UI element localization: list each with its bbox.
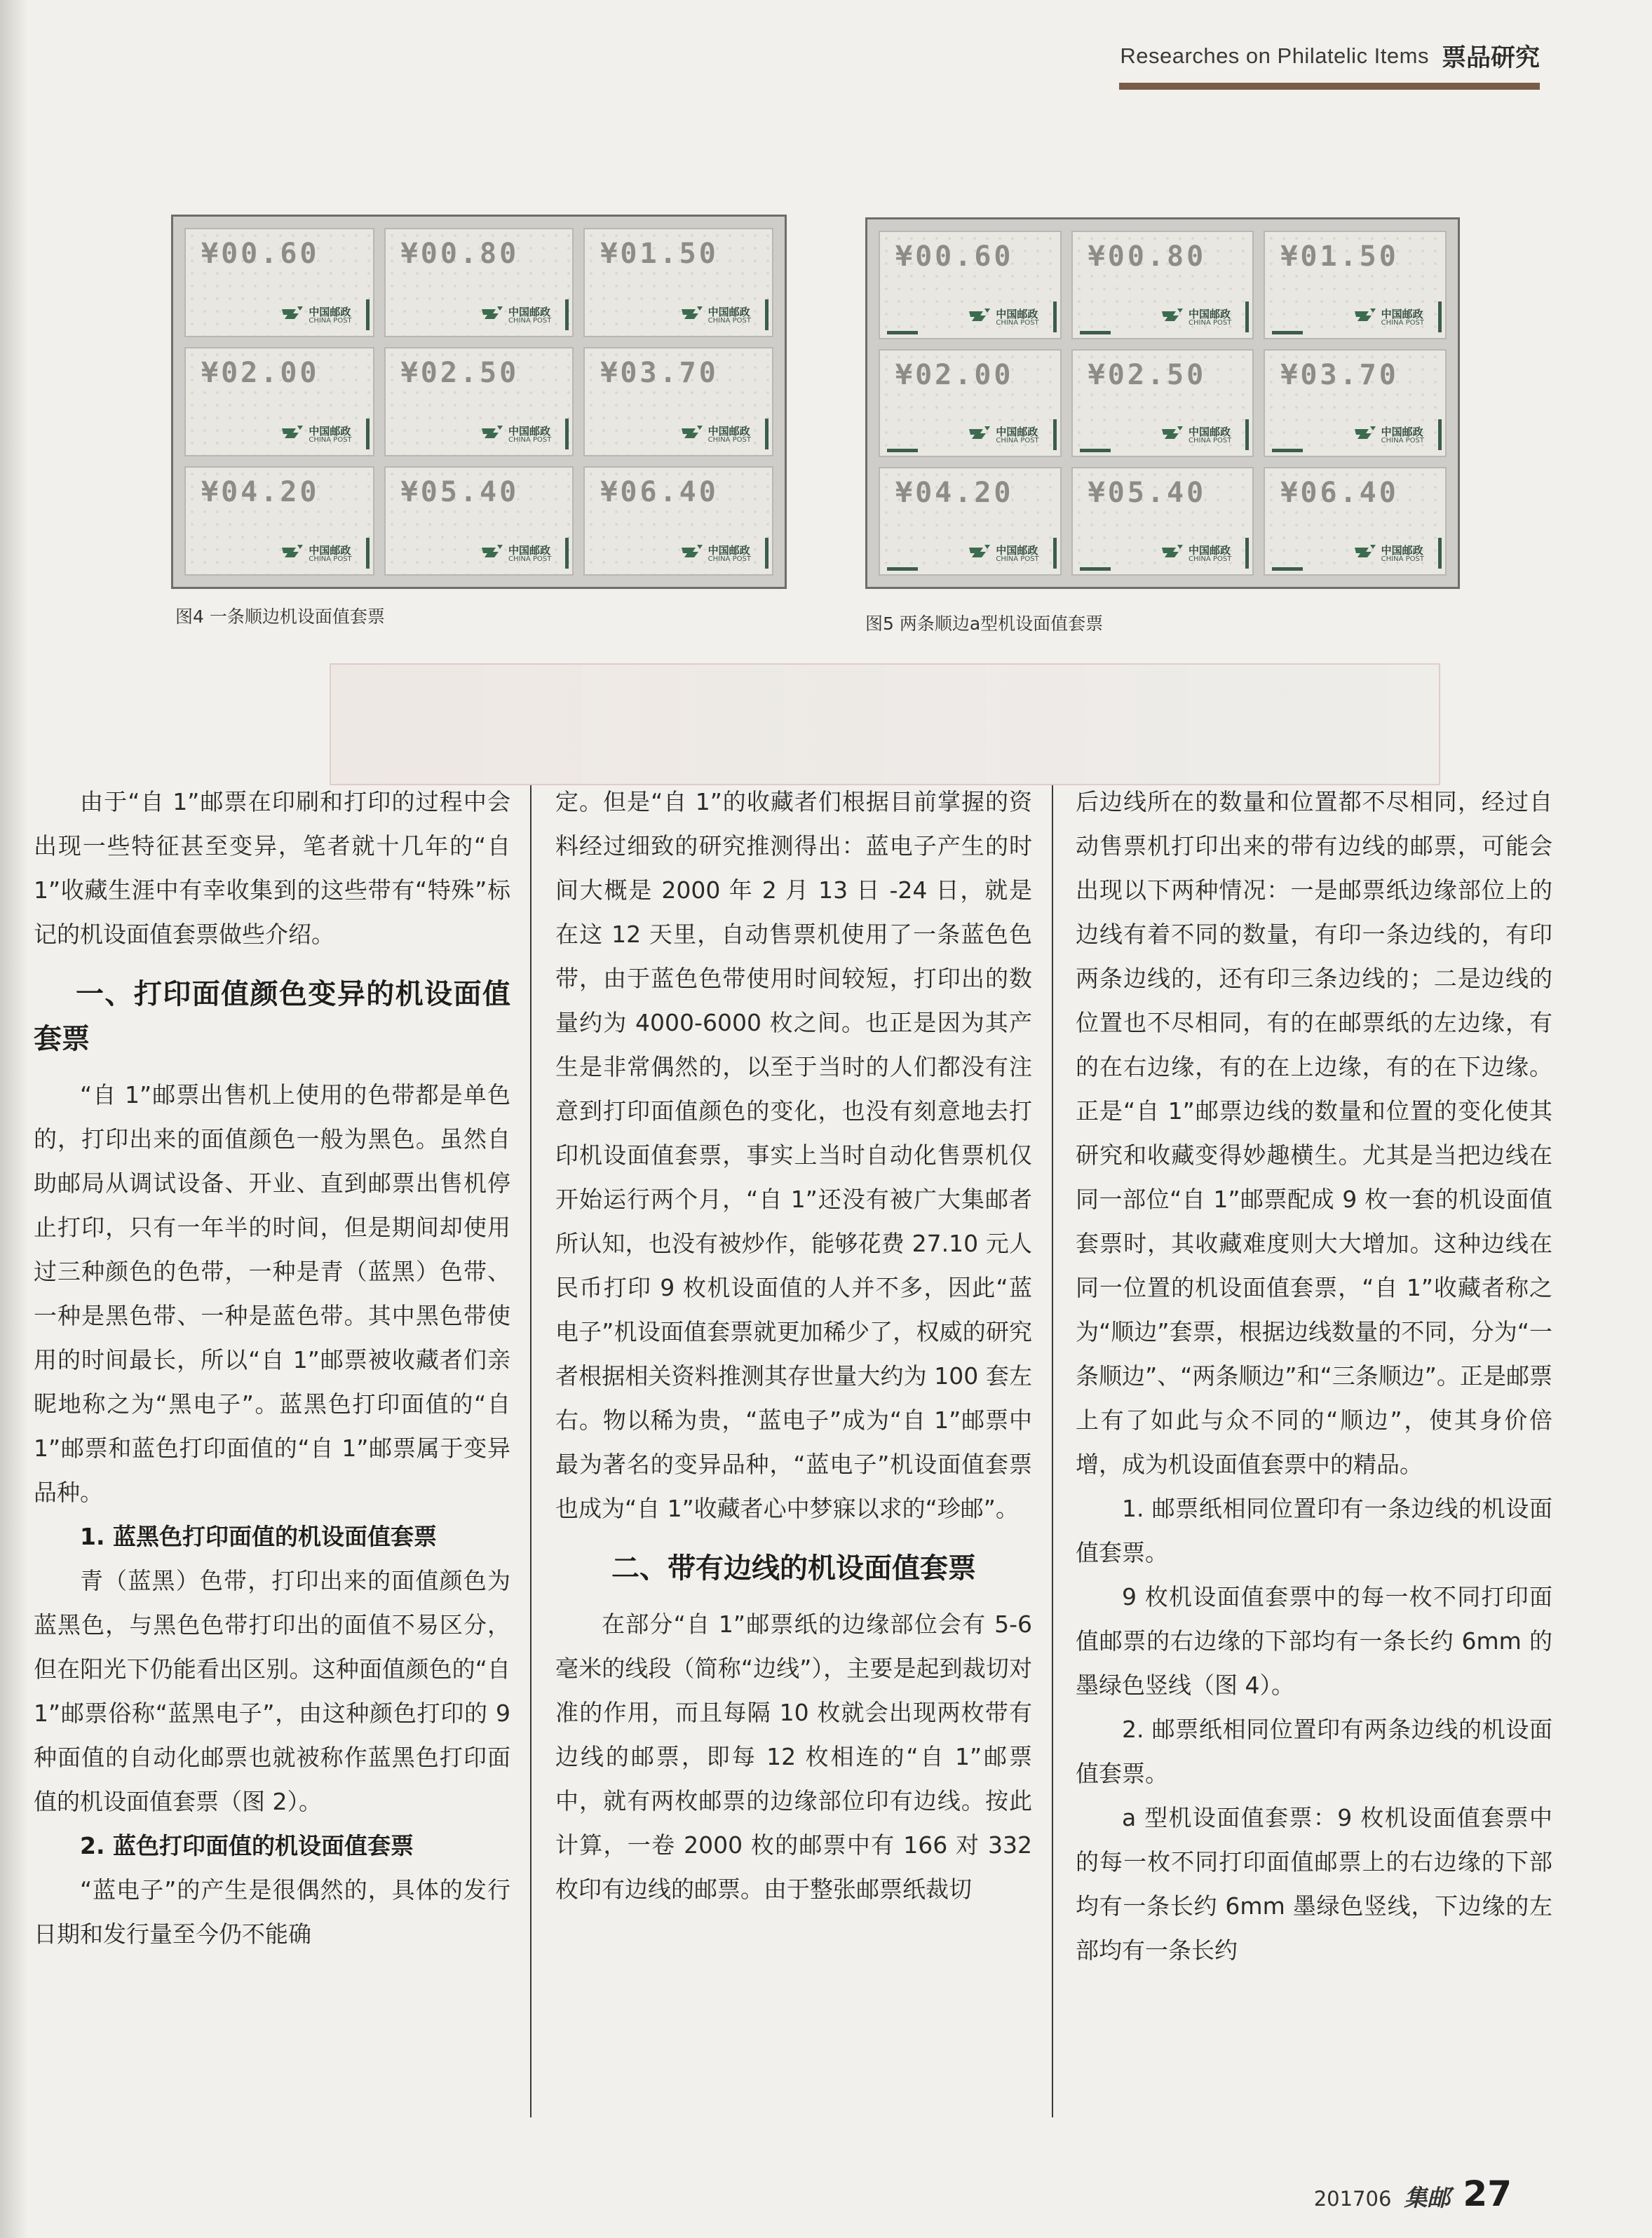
- china-post-logo: [968, 306, 1038, 327]
- stamp-value: ¥06.40: [600, 476, 719, 508]
- china-post-logo: [280, 304, 351, 325]
- china-post-emblem-icon: [1353, 542, 1377, 563]
- edge-line-mark: [1245, 538, 1249, 569]
- china-post-emblem-icon: [1160, 306, 1184, 327]
- stamp-value: ¥00.80: [1088, 240, 1207, 273]
- figure-4-caption: 图4 一条顺边机设面值套票: [175, 606, 385, 627]
- edge-line-mark: [765, 538, 769, 569]
- stamp-value: ¥05.40: [1088, 477, 1207, 510]
- stamp-value: ¥02.50: [400, 357, 520, 389]
- paragraph: 定。但是“自 1”的收藏者们根据目前掌握的资料经过细致的研究推测得出：蓝电子产生的时间大概是 2000 年 2 月 13 日 -24 日，就是在这 12 天里，自动售票机使用了一条蓝色色带，由于蓝色色带使用时间较短，打印出的数量约为 4000-6000 枚之间。也正是因为其产生是非常偶然的，以至于当时的人们都没有注意到打印面值颜色的变化，也没有刻意地去打印机设面值套票，事实上当时自动化售票机仅开始运行两个月，“自 1”还没有被广大集邮者所认知，也没有被炒作，能够花费 27.10 元人民币打印 9 枚机设面值的人并不多，因此“蓝电子”机设面值套票就更加稀少了，权威的研究者根据相关资料推测其存世量大约为 100 套左右。物以稀为贵，“蓝电子”成为“自 1”邮票中最为著名的变异品种，“蓝电子”机设面值套票也成为“自 1”收藏者心中梦寐以求的“珍邮”。: [555, 788, 1032, 1522]
- edge-line-mark: [366, 299, 370, 330]
- stamp: [583, 347, 773, 456]
- edge-line-mark: [1245, 419, 1249, 450]
- logo-cn-text: 中国邮政: [707, 425, 750, 438]
- header-chinese-title: 票品研究: [1441, 44, 1540, 72]
- stamp-value: ¥00.60: [895, 240, 1014, 273]
- stamp-value: ¥01.50: [600, 238, 719, 270]
- logo-cn-text: 中国邮政: [996, 544, 1038, 557]
- china-post-emblem-icon: [280, 423, 304, 444]
- stamp-value: ¥02.50: [1088, 358, 1207, 391]
- edge-line-mark: [1438, 301, 1442, 332]
- logo-en-text: CHINA POST: [996, 437, 1039, 445]
- edge-line-mark-bottom: [1080, 567, 1111, 571]
- stamp: [879, 349, 1062, 458]
- logo-en-text: CHINA POST: [707, 436, 751, 444]
- china-post-logo: [1353, 542, 1424, 563]
- running-header: [1120, 28, 1540, 84]
- edge-line-mark: [565, 299, 569, 330]
- logo-cn-text: 中国邮政: [508, 425, 551, 438]
- edge-line-mark: [1245, 301, 1249, 332]
- edge-line-mark-bottom: [1272, 449, 1303, 452]
- stamp: [879, 467, 1062, 576]
- logo-cn-text: 中国邮政: [1381, 426, 1423, 439]
- china-post-emblem-icon: [680, 304, 704, 325]
- stamp-value: ¥01.50: [1280, 240, 1399, 273]
- china-post-logo: [1353, 306, 1424, 327]
- page-number: 27: [1463, 2173, 1512, 2214]
- logo-cn-text: 中国邮政: [1189, 307, 1231, 320]
- edge-line-mark: [765, 299, 769, 330]
- logo-cn-text: 中国邮政: [707, 544, 750, 557]
- logo-en-text: CHINA POST: [508, 317, 552, 325]
- logo-en-text: CHINA POST: [1189, 555, 1232, 563]
- magazine-name: 集邮: [1404, 2184, 1451, 2211]
- logo-cn-text: 中国邮政: [508, 544, 551, 557]
- china-post-logo: [480, 542, 551, 563]
- china-post-emblem-icon: [968, 423, 991, 445]
- paragraph: 后边线所在的数量和位置都不尽相同，经过自动售票机打印出来的带有边线的邮票，可能会出现以下两种情况：一是邮票纸边缘部位上的边线有着不同的数量，有印一条边线的，有印两条边线的，还有印三条边线的；二是边线的位置也不尽相同，有的在邮票纸的左边缘，有的在右边缘，有的在上边缘，有的在下边缘。正是“自 1”邮票边线的数量和位置的变化使其研究和收藏变得妙趣横生。尤其是当把边线在同一部位“自 1”邮票配成 9 枚一套的机设面值套票时，其收藏难度则大大增加。这种边线在同一位置的机设面值套票，“自 1”收藏者称之为“顺边”套票，根据边线数量的不同，分为“一条顺边”、“两条顺边”和“三条顺边”。正是邮票上有了如此与众不同的“顺边”，使其身价倍增，成为机设面值套票中的精品。: [1076, 788, 1552, 1478]
- china-post-emblem-icon: [968, 542, 991, 563]
- edge-line-mark: [1053, 538, 1057, 569]
- stamp-value: ¥03.70: [600, 357, 719, 389]
- edge-line-mark: [1053, 301, 1057, 332]
- logo-en-text: CHINA POST: [508, 436, 552, 444]
- show-through-table-artifact: [330, 663, 1440, 785]
- logo-cn-text: 中国邮政: [309, 425, 351, 438]
- edge-line-mark: [765, 419, 769, 449]
- figure-5-stamp-set: [865, 217, 1460, 589]
- edge-line-mark-bottom: [887, 331, 918, 334]
- column-divider: [530, 785, 532, 2117]
- china-post-emblem-icon: [1160, 423, 1184, 445]
- edge-line-mark-bottom: [1272, 331, 1303, 334]
- stamp-value: ¥00.60: [201, 238, 320, 270]
- stamp: [583, 228, 773, 337]
- china-post-logo: [480, 423, 551, 444]
- logo-en-text: CHINA POST: [1189, 318, 1232, 327]
- paragraph: 由于“自 1”邮票在印刷和打印的过程中会出现一些特征甚至变异，笔者就十几年的“自 1”收藏生涯中有幸收集到的这些带有“特殊”标记的机设面值套票做些介绍。: [34, 788, 510, 948]
- stamp: [384, 347, 574, 456]
- edge-line-mark: [366, 538, 370, 569]
- logo-en-text: CHINA POST: [1381, 555, 1424, 563]
- china-post-logo: [968, 542, 1038, 563]
- page-binding-shadow: [0, 0, 28, 2238]
- stamp-value: ¥05.40: [400, 476, 520, 508]
- stamp-value: ¥00.80: [400, 238, 520, 270]
- stamp: [384, 466, 574, 576]
- logo-cn-text: 中国邮政: [1189, 426, 1231, 439]
- logo-en-text: CHINA POST: [996, 318, 1039, 327]
- logo-en-text: CHINA POST: [508, 555, 552, 563]
- section-heading-1: 一、打印面值颜色变异的机设面值套票: [34, 978, 510, 1055]
- china-post-emblem-icon: [680, 423, 704, 444]
- china-post-emblem-icon: [280, 542, 304, 563]
- stamp: [1071, 231, 1254, 339]
- page-footer: [1314, 2173, 1512, 2214]
- logo-en-text: CHINA POST: [1381, 318, 1424, 327]
- china-post-emblem-icon: [480, 304, 504, 325]
- logo-cn-text: 中国邮政: [1189, 544, 1231, 557]
- china-post-emblem-icon: [1353, 423, 1377, 445]
- china-post-emblem-icon: [1353, 306, 1377, 327]
- stamp: [184, 228, 374, 337]
- section-heading-2: 二、带有边线的机设面值套票: [611, 1552, 976, 1585]
- stamp: [184, 347, 374, 456]
- edge-line-mark-bottom: [887, 449, 918, 452]
- edge-line-mark: [1438, 419, 1442, 450]
- figure-5-caption: 图5 两条顺边a型机设面值套票: [865, 613, 1104, 634]
- header-rule: [1119, 83, 1540, 90]
- china-post-logo: [1353, 423, 1424, 445]
- china-post-logo: [1160, 542, 1231, 563]
- stamp-value: ¥04.20: [201, 476, 320, 508]
- paragraph: 在部分“自 1”邮票纸的边缘部位会有 5-6 毫米的线段（简称“边线”），主要是起到裁切对准的作用，而且每隔 10 枚就会出现两枚带有边线的邮票，即每 12 枚相连的“自 1”邮票中，就有两枚邮票的边缘部位印有边线。按此计算，一卷 2000 枚的邮票中有 166 对 332 枚印有边线的邮票。由于整张邮票纸裁切: [555, 1610, 1032, 1903]
- china-post-emblem-icon: [968, 306, 991, 327]
- stamp: [1071, 349, 1254, 458]
- paragraph: “自 1”邮票出售机上使用的色带都是单色的，打印出来的面值颜色一般为黑色。虽然自助邮局从调试设备、开业、直到邮票出售机停止打印，只有一年半的时间，但是期间却使用过三种颜色的色带，一种是青（蓝黑）色带、一种是黑色带、一种是蓝色带。其中黑色带使用的时间最长，所以“自 1”邮票被收藏者们亲昵地称之为“黑电子”。蓝黑色打印面值的“自 1”邮票和蓝色打印面值的“自 1”邮票属于变异品种。: [34, 1081, 510, 1506]
- logo-en-text: CHINA POST: [309, 436, 352, 444]
- paragraph: 1. 邮票纸相同位置印有一条边线的机设面值套票。: [1076, 1495, 1552, 1566]
- edge-line-mark: [366, 419, 370, 449]
- stamp-value: ¥02.00: [201, 357, 320, 389]
- china-post-logo: [968, 423, 1038, 445]
- paragraph: “蓝电子”的产生是很偶然的，具体的发行日期和发行量至今仍不能确: [34, 1876, 510, 1948]
- china-post-logo: [280, 542, 351, 563]
- china-post-emblem-icon: [480, 423, 504, 444]
- stamp: [184, 466, 374, 576]
- stamp: [1264, 467, 1447, 576]
- logo-en-text: CHINA POST: [1381, 437, 1424, 445]
- logo-en-text: CHINA POST: [996, 555, 1039, 563]
- logo-cn-text: 中国邮政: [309, 306, 351, 318]
- china-post-logo: [680, 304, 751, 325]
- edge-line-mark: [565, 419, 569, 449]
- stamp-value: ¥03.70: [1280, 358, 1399, 391]
- china-post-logo: [280, 423, 351, 444]
- paragraph: 2. 邮票纸相同位置印有两条边线的机设面值套票。: [1076, 1716, 1552, 1787]
- issue-number: 201706: [1313, 2187, 1392, 2211]
- edge-line-mark: [565, 538, 569, 569]
- logo-cn-text: 中国邮政: [996, 307, 1038, 320]
- stamp-value: ¥02.00: [895, 358, 1014, 391]
- paragraph: 9 枚机设面值套票中的每一枚不同打印面值邮票的右边缘的下部均有一条长约 6mm 的墨绿色竖线（图 4）。: [1076, 1583, 1552, 1699]
- edge-line-mark-bottom: [887, 567, 918, 571]
- edge-line-mark-bottom: [1080, 449, 1111, 452]
- subsection-heading: 2. 蓝色打印面值的机设面值套票: [80, 1832, 414, 1859]
- stamp: [583, 466, 773, 576]
- stamp: [384, 228, 574, 337]
- china-post-logo: [1160, 306, 1231, 327]
- logo-en-text: CHINA POST: [1189, 437, 1232, 445]
- logo-cn-text: 中国邮政: [1381, 544, 1423, 557]
- logo-cn-text: 中国邮政: [996, 426, 1038, 439]
- subsection-heading: 1. 蓝黑色打印面值的机设面值套票: [80, 1523, 437, 1550]
- logo-cn-text: 中国邮政: [309, 544, 351, 557]
- logo-en-text: CHINA POST: [309, 555, 352, 563]
- logo-cn-text: 中国邮政: [508, 306, 551, 318]
- logo-en-text: CHINA POST: [707, 555, 751, 563]
- paragraph: a 型机设面值套票：9 枚机设面值套票中的每一枚不同打印面值邮票上的右边缘的下部均有一条长约 6mm 墨绿色竖线，下边缘的左部均有一条长约: [1076, 1804, 1552, 1964]
- edge-line-mark: [1438, 538, 1442, 569]
- stamp: [1071, 467, 1254, 576]
- logo-cn-text: 中国邮政: [1381, 307, 1423, 320]
- stamp-value: ¥04.20: [895, 477, 1014, 510]
- stamp: [879, 231, 1062, 339]
- article-column-3: [1076, 780, 1552, 1972]
- figure-4-stamp-set: [171, 215, 787, 589]
- logo-cn-text: 中国邮政: [707, 306, 750, 318]
- paragraph: 青（蓝黑）色带，打印出来的面值颜色为蓝黑色，与黑色色带打印出的面值不易区分，但在阳光下仍能看出区别。这种面值颜色的“自 1”邮票俗称“蓝黑电子”，由这种颜色打印的 9 种面值的自动化邮票也就被称作蓝黑色打印面值的机设面值套票（图 2）。: [34, 1567, 510, 1815]
- china-post-logo: [680, 423, 751, 444]
- edge-line-mark: [1053, 419, 1057, 450]
- china-post-logo: [1160, 423, 1231, 445]
- china-post-emblem-icon: [680, 542, 704, 563]
- china-post-emblem-icon: [280, 304, 304, 325]
- china-post-logo: [480, 304, 551, 325]
- china-post-emblem-icon: [480, 542, 504, 563]
- logo-en-text: CHINA POST: [309, 317, 352, 325]
- article-column-1: [34, 780, 510, 1956]
- stamp-value: ¥06.40: [1280, 477, 1399, 510]
- edge-line-mark-bottom: [1272, 567, 1303, 571]
- column-divider: [1052, 785, 1053, 2117]
- stamp: [1264, 349, 1447, 458]
- stamp: [1264, 231, 1447, 339]
- logo-en-text: CHINA POST: [707, 317, 751, 325]
- edge-line-mark-bottom: [1080, 331, 1111, 334]
- china-post-emblem-icon: [1160, 542, 1184, 563]
- header-english-title: Researches on Philatelic Items: [1120, 43, 1429, 68]
- article-column-2: [555, 780, 1032, 1911]
- china-post-logo: [680, 542, 751, 563]
